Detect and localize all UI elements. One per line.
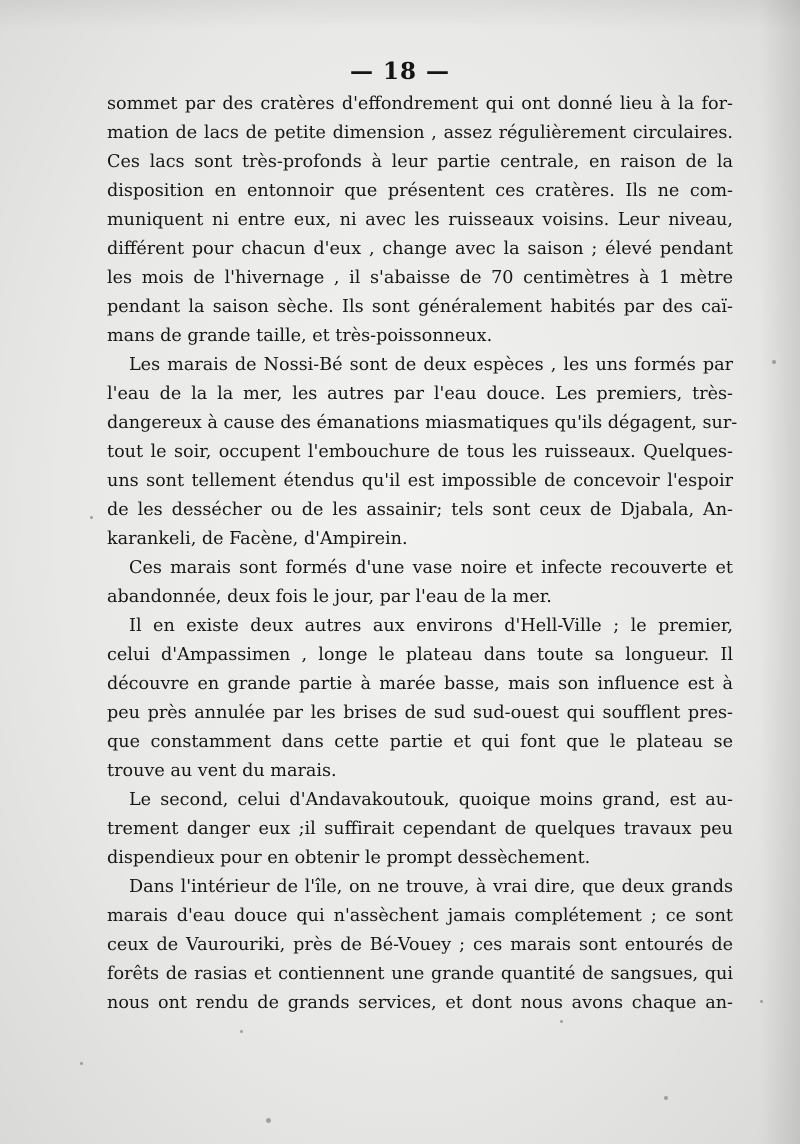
text-line: Ces lacs sont très-profonds à leur partie centrale, en raison de la — [107, 152, 733, 172]
text-line: mans de grande taille, et très-poissonneux. — [107, 326, 493, 346]
page-number: — 18 — — [349, 58, 451, 85]
text-line: les mois de l'hivernage , il s'abaisse de 70 centimètres à 1 mètre — [107, 268, 733, 288]
text-line: Il en existe deux autres aux environs d'Hell-Ville ; le premier, — [129, 616, 733, 636]
paper-speck — [90, 516, 93, 519]
text-line: Le second, celui d'Andavakoutouk, quoique moins grand, est au- — [129, 790, 733, 810]
paper-speck — [664, 1096, 668, 1100]
text-line: de les dessécher ou de les assainir; tels sont ceux de Djabala, An- — [107, 500, 733, 520]
text-line: uns sont tellement étendus qu'il est impossible de concevoir l'espoir — [107, 471, 733, 491]
text-line: peu près annulée par les brises de sud sud-ouest qui soufflent pres- — [107, 703, 733, 723]
text-line: marais d'eau douce qui n'assèchent jamais complétement ; ce sont — [107, 906, 733, 926]
text-line: différent pour chacun d'eux , change avec la saison ; élevé pendant — [107, 239, 733, 259]
text-line: celui d'Ampassimen , longe le plateau dans toute sa longueur. Il — [107, 645, 733, 665]
text-line: l'eau de la la mer, les autres par l'eau douce. Les premiers, très- — [107, 384, 733, 404]
paper-speck — [772, 360, 776, 364]
paper-speck — [80, 1062, 83, 1065]
text-line: découvre en grande partie à marée basse, mais son influence est à — [107, 674, 733, 694]
text-line: Ces marais sont formés d'une vase noire et infecte recouverte et — [129, 558, 733, 578]
body-text — [107, 90, 738, 1018]
text-line: dispendieux pour en obtenir le prompt dessèchement. — [107, 848, 591, 868]
text-line: trouve au vent du marais. — [107, 761, 337, 781]
text-line: tout le soir, occupent l'embouchure de tous les ruisseaux. Quelques- — [107, 442, 733, 462]
paper-speck — [240, 1030, 243, 1033]
text-line: forêts de rasias et contiennent une grande quantité de sangsues, qui — [107, 964, 733, 984]
text-line: Dans l'intérieur de l'île, on ne trouve, à vrai dire, que deux grands — [129, 877, 733, 897]
text-line: que constamment dans cette partie et qui font que le plateau se — [107, 732, 733, 752]
text-line: pendant la saison sèche. Ils sont généralement habités par des caï- — [107, 297, 733, 317]
text-line: Les marais de Nossi-Bé sont de deux espèces , les uns formés par — [129, 355, 733, 375]
text-line: disposition en entonnoir que présentent ces cratères. Ils ne com- — [107, 181, 733, 201]
text-line: muniquent ni entre eux, ni avec les ruisseaux voisins. Leur niveau, — [107, 210, 733, 230]
paper-speck — [760, 1000, 763, 1003]
text-line: sommet par des cratères d'effondrement qui ont donné lieu à la for- — [107, 94, 733, 114]
text-line: ceux de Vaurouriki, près de Bé-Vouey ; ces marais sont entourés de — [107, 935, 733, 955]
text-line: karankeli, de Facène, d'Ampirein. — [107, 529, 408, 549]
text-line: trement danger eux ;il suffirait cependant de quelques travaux peu — [107, 819, 733, 839]
text-line: nous ont rendu de grands services, et dont nous avons chaque an- — [107, 993, 733, 1013]
text-line: dangereux à cause des émanations miasmatiques qu'ils dégagent, sur- — [107, 413, 738, 433]
text-line: mation de lacs de petite dimension , assez régulièrement circulaires. — [107, 123, 733, 143]
paper-speck — [560, 1020, 563, 1023]
text-line: abandonnée, deux fois le jour, par l'eau de la mer. — [107, 587, 552, 607]
paper-speck — [266, 1118, 271, 1123]
